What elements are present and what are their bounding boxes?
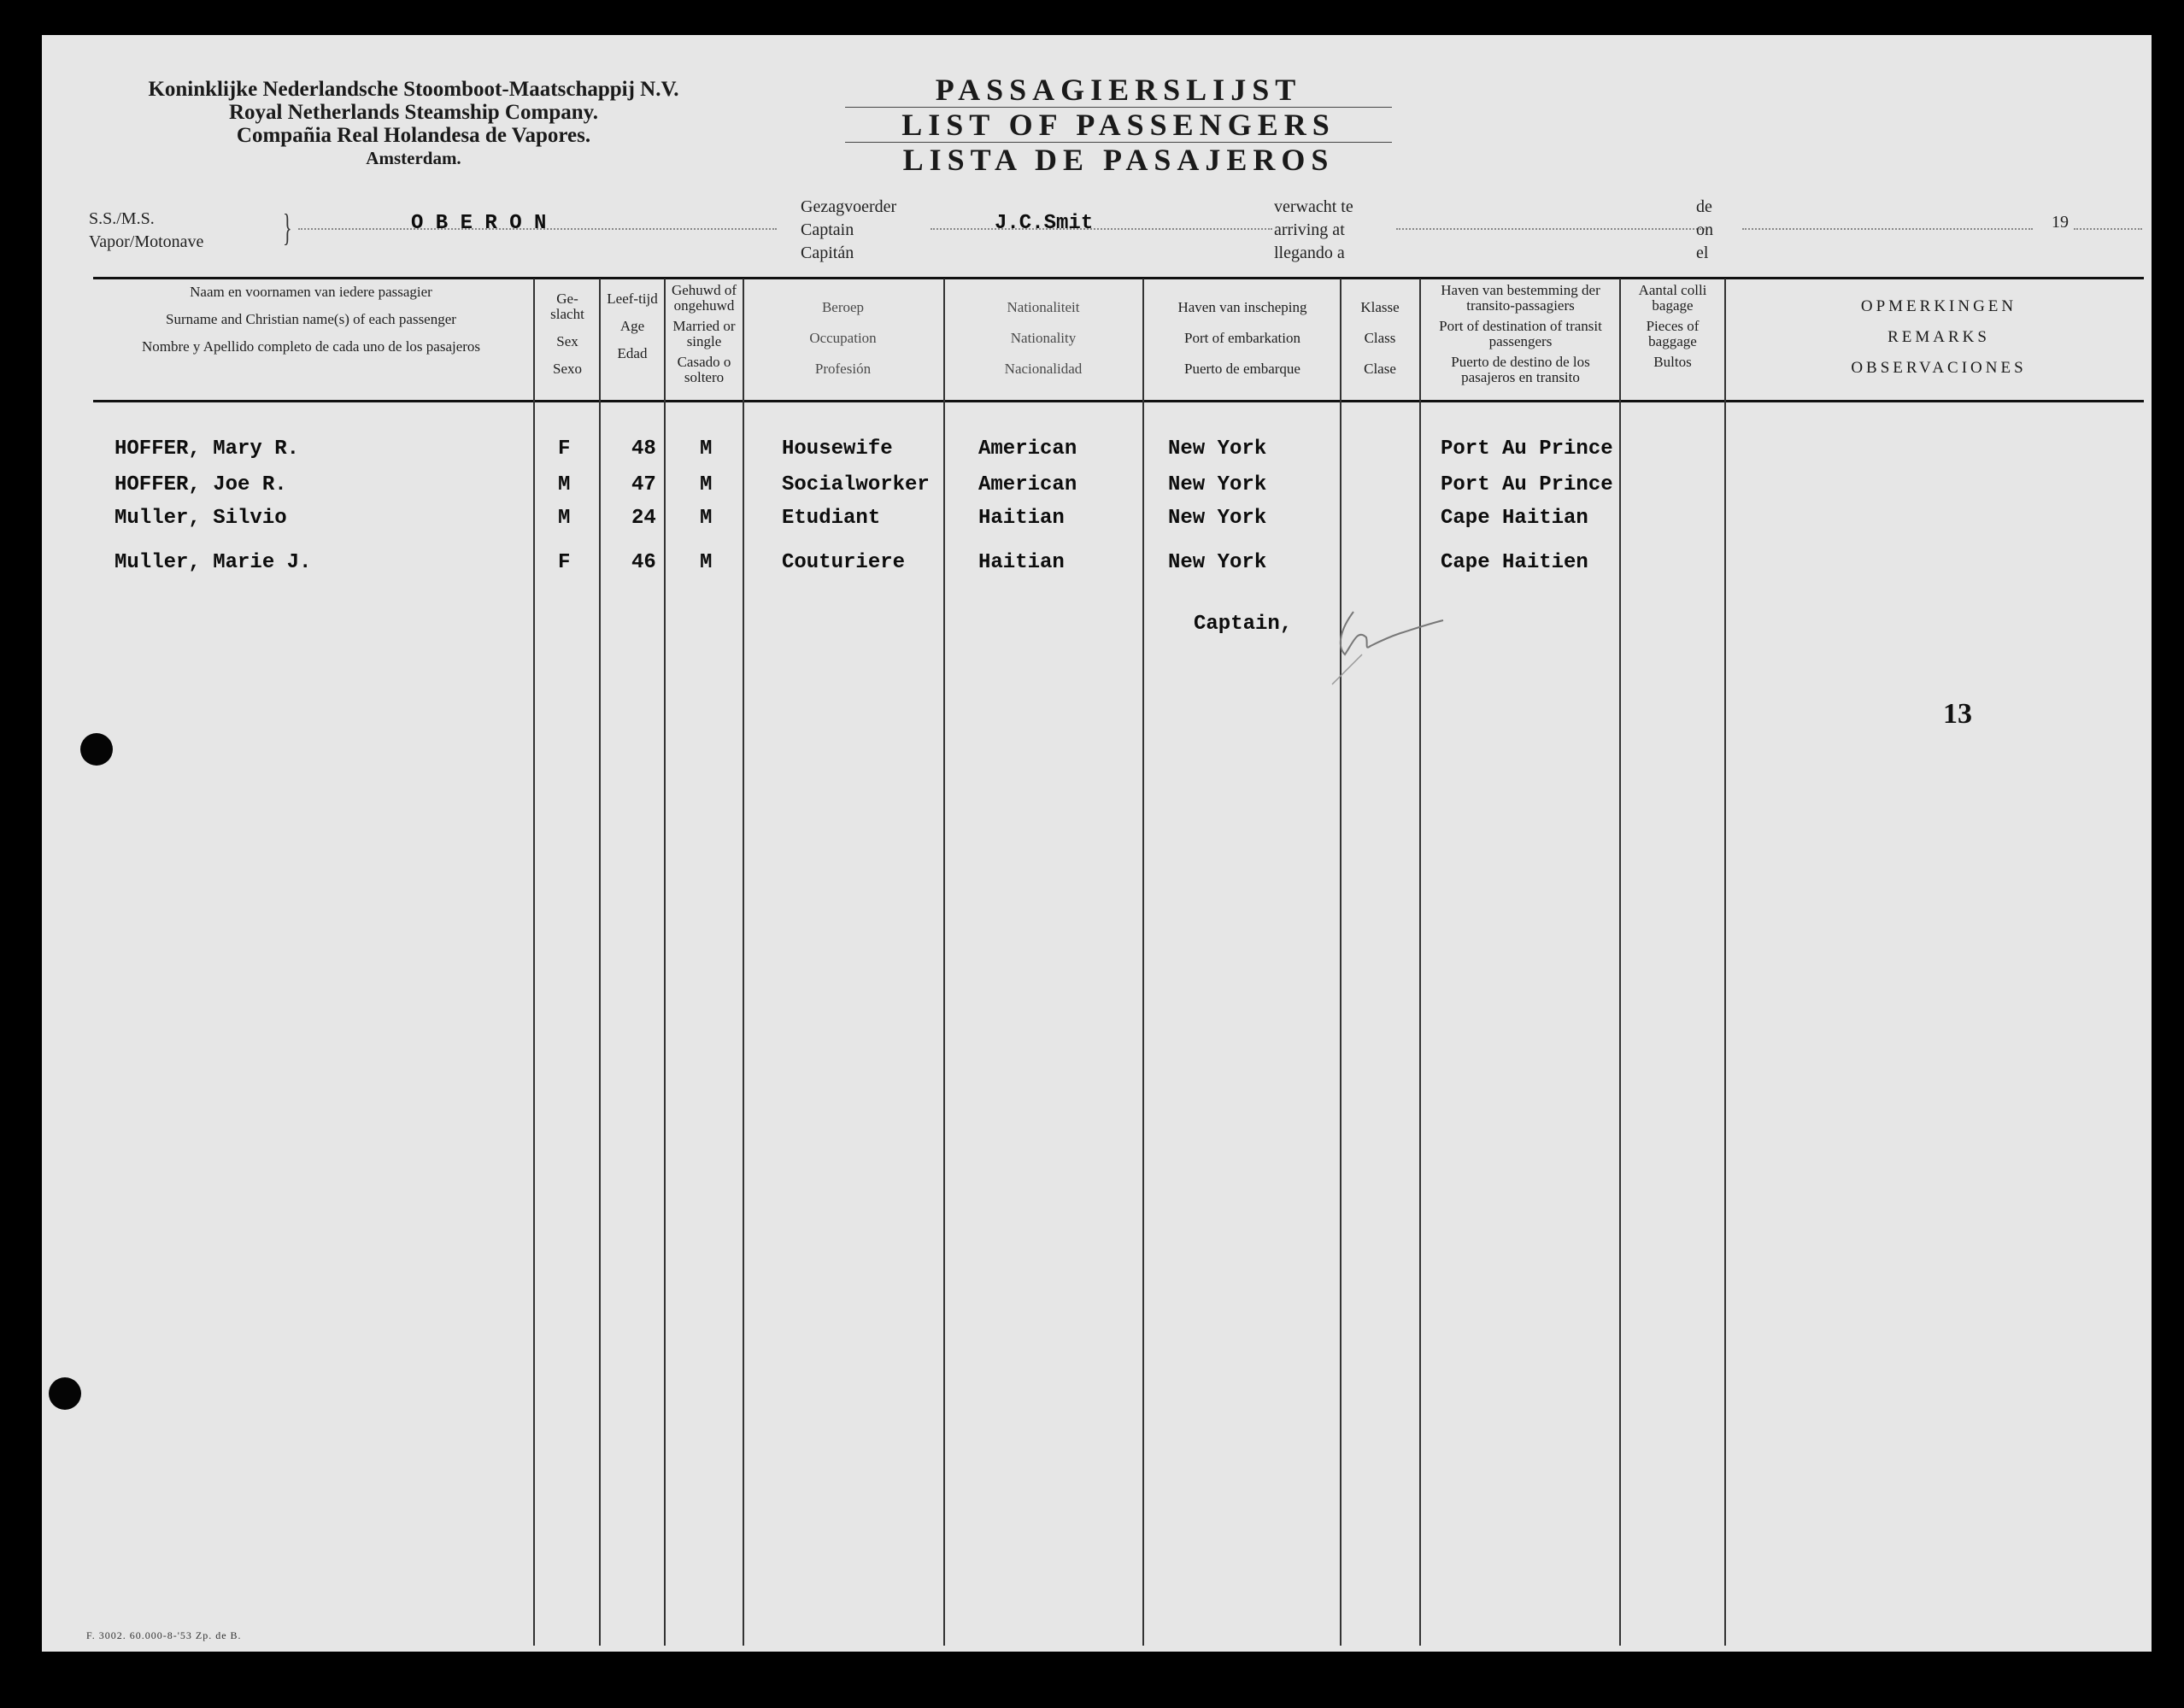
passenger-embarkation: New York: [1168, 551, 1267, 574]
arrival-label-spanish: llegando a: [1274, 244, 1345, 262]
header-occupation-dutch: Beroep: [821, 299, 865, 315]
year-dotted-line: [2074, 226, 2142, 230]
captain-name: J.C.Smit: [995, 212, 1094, 235]
passenger-age: 46: [631, 551, 656, 574]
passenger-sex: M: [558, 473, 571, 496]
vessel-label-ss: S.S./M.S.: [89, 209, 155, 228]
table-top-rule: [93, 277, 2144, 279]
punch-hole: [49, 1377, 81, 1410]
column-divider-embarkation-class: [1340, 279, 1342, 1646]
header-embarkation-english: Port of embarkation: [1184, 330, 1300, 346]
page-number: 13: [1943, 698, 1972, 730]
arrival-year-prefix: 19: [2052, 213, 2069, 232]
passenger-age: 47: [631, 473, 656, 496]
header-married-spanish: Casado o soltero: [677, 354, 731, 385]
arrival-date-label-english: on: [1696, 220, 1713, 239]
header-baggage: [1624, 283, 1721, 370]
passenger-sex: F: [558, 551, 571, 574]
arrival-label-english: arriving at: [1274, 220, 1345, 239]
passenger-age: 48: [631, 437, 656, 461]
passenger-occupation: Couturiere: [782, 551, 906, 574]
passenger-embarkation: New York: [1168, 437, 1267, 461]
header-embarkation-spanish: Puerto de embarque: [1184, 361, 1300, 377]
passenger-occupation: Socialworker: [782, 473, 930, 496]
header-married: [668, 283, 740, 385]
header-occupation-english: Occupation: [809, 330, 877, 346]
header-destination-english: Port of destination of transit passengers: [1439, 318, 1602, 349]
passenger-name: HOFFER, Joe R.: [114, 473, 287, 496]
header-baggage-dutch: Aantal colli bagage: [1638, 282, 1707, 314]
header-sex-english: Sex: [556, 333, 578, 349]
captain-label-spanish: Capitán: [801, 244, 854, 262]
header-occupation: [751, 300, 935, 377]
passenger-destination: Cape Haitien: [1441, 551, 1588, 574]
passenger-marital: M: [700, 551, 713, 574]
header-remarks-spanish: OBSERVACIONES: [1851, 359, 2027, 377]
header-age-spanish: Edad: [617, 345, 648, 361]
header-married-english: Married or single: [672, 318, 736, 349]
passenger-sex: M: [558, 507, 571, 530]
column-divider-occupation-nationality: [943, 279, 945, 1646]
form-code: F. 3002. 60.000-8-'53 Zp. de B.: [86, 1629, 242, 1641]
header-remarks-english: REMARKS: [1888, 328, 1990, 346]
company-name-dutch: Koninklijke Nederlandsche Stoomboot-Maatschappij N.V.: [148, 78, 679, 101]
passenger-marital: M: [700, 437, 713, 461]
header-class-spanish: Clase: [1364, 361, 1396, 377]
captain-label-dutch: Gezagvoerder: [801, 197, 897, 216]
passenger-name: Muller, Silvio: [114, 507, 287, 530]
arrival-date-label-dutch: de: [1696, 197, 1712, 216]
captain-signature-label: Captain,: [1194, 613, 1293, 636]
captain-label-english: Captain: [801, 220, 854, 239]
header-age-english: Age: [619, 318, 645, 334]
column-divider-name-sex: [533, 279, 535, 1646]
header-class-english: Class: [1364, 330, 1396, 346]
passenger-nationality: Haitian: [978, 507, 1065, 530]
column-divider-destination-baggage: [1619, 279, 1621, 1646]
header-nationality-english: Nationality: [1010, 330, 1077, 346]
header-baggage-spanish: Bultos: [1653, 354, 1692, 370]
header-baggage-english: Pieces of baggage: [1646, 318, 1700, 349]
passenger-nationality: Haitian: [978, 551, 1065, 574]
header-embarkation-dutch: Haven van inscheping: [1177, 299, 1307, 315]
captain-signature: [1306, 603, 1477, 689]
company-name-spanish: Compañia Real Holandesa de Vapores.: [236, 124, 591, 147]
header-name-dutch: Naam en voornamen van iedere passagier: [190, 284, 432, 300]
title-dutch: PASSAGIERSLIJST: [845, 73, 1392, 108]
header-destination-dutch: Haven van bestemming der transito-passagiers: [1441, 282, 1600, 314]
column-divider-sex-age: [599, 279, 601, 1646]
vessel-label: [89, 208, 203, 254]
header-destination: [1424, 283, 1617, 385]
arrival-label: [1274, 196, 1353, 265]
company-name-english: Royal Netherlands Steamship Company.: [229, 101, 598, 124]
vessel-name: O B E R O N: [411, 212, 547, 235]
passenger-occupation: Etudiant: [782, 507, 881, 530]
passenger-nationality: American: [978, 437, 1077, 461]
passenger-destination: Cape Haitian: [1441, 507, 1588, 530]
passenger-occupation: Housewife: [782, 437, 893, 461]
header-age: [606, 291, 659, 361]
passenger-embarkation: New York: [1168, 473, 1267, 496]
document-title: [845, 73, 1392, 177]
header-class-dutch: Klasse: [1360, 299, 1400, 315]
captain-dotted-line: [931, 226, 1272, 230]
arrival-date-label-spanish: el: [1696, 244, 1709, 262]
arrival-date-label: [1696, 196, 1713, 265]
passenger-embarkation: New York: [1168, 507, 1267, 530]
captain-label: [801, 196, 896, 265]
header-married-dutch: Gehuwd of ongehuwd: [671, 282, 737, 314]
header-age-dutch: Leef-tijd: [607, 291, 658, 307]
title-spanish: LISTA DE PASAJEROS: [902, 143, 1335, 177]
header-embarkation: [1148, 300, 1336, 377]
header-name-spanish: Nombre y Apellido completo de cada uno de los pasajeros: [141, 338, 481, 355]
column-divider-nationality-embarkation: [1142, 279, 1144, 1646]
passenger-age: 24: [631, 507, 656, 530]
header-sex-spanish: Sexo: [553, 361, 582, 377]
header-nationality: [949, 300, 1137, 377]
arrival-label-dutch: verwacht te: [1274, 197, 1353, 216]
vessel-label-vapor: Vapor/Motonave: [89, 232, 204, 251]
arrival-dotted-line: [1396, 226, 1708, 230]
passenger-sex: F: [558, 437, 571, 461]
header-name-english: Surname and Christian name(s) of each passenger: [166, 311, 456, 327]
column-divider-baggage-remarks: [1724, 279, 1726, 1646]
header-class: [1342, 300, 1418, 377]
company-city: Amsterdam.: [366, 148, 461, 168]
arrival-date-dotted-line: [1742, 226, 2033, 230]
passenger-marital: M: [700, 473, 713, 496]
header-name: [123, 285, 499, 355]
header-remarks-dutch: OPMERKINGEN: [1860, 297, 2017, 315]
company-header: [76, 78, 751, 170]
column-divider-married-occupation: [743, 279, 744, 1646]
title-english: LIST OF PASSENGERS: [845, 108, 1392, 143]
column-divider-age-married: [664, 279, 666, 1646]
passenger-list-form: [42, 35, 2152, 1652]
header-nationality-dutch: Nationaliteit: [1007, 299, 1080, 315]
table-header-rule: [93, 400, 2144, 402]
passenger-name: HOFFER, Mary R.: [114, 437, 300, 461]
header-sex: [542, 291, 593, 377]
passenger-marital: M: [700, 507, 713, 530]
header-destination-spanish: Puerto de destino de los pasajeros en transito: [1451, 354, 1590, 385]
passenger-destination: Port Au Prince: [1441, 473, 1613, 496]
passenger-nationality: American: [978, 473, 1077, 496]
header-sex-dutch: Ge-slacht: [550, 291, 584, 322]
passenger-destination: Port Au Prince: [1441, 437, 1613, 461]
header-occupation-spanish: Profesión: [814, 361, 872, 377]
header-nationality-spanish: Nacionalidad: [1004, 361, 1083, 377]
column-divider-class-destination: [1419, 279, 1421, 1646]
header-remarks: [1729, 291, 2148, 384]
vessel-brace: }: [283, 207, 292, 249]
passenger-name: Muller, Marie J.: [114, 551, 312, 574]
punch-hole: [80, 733, 113, 766]
